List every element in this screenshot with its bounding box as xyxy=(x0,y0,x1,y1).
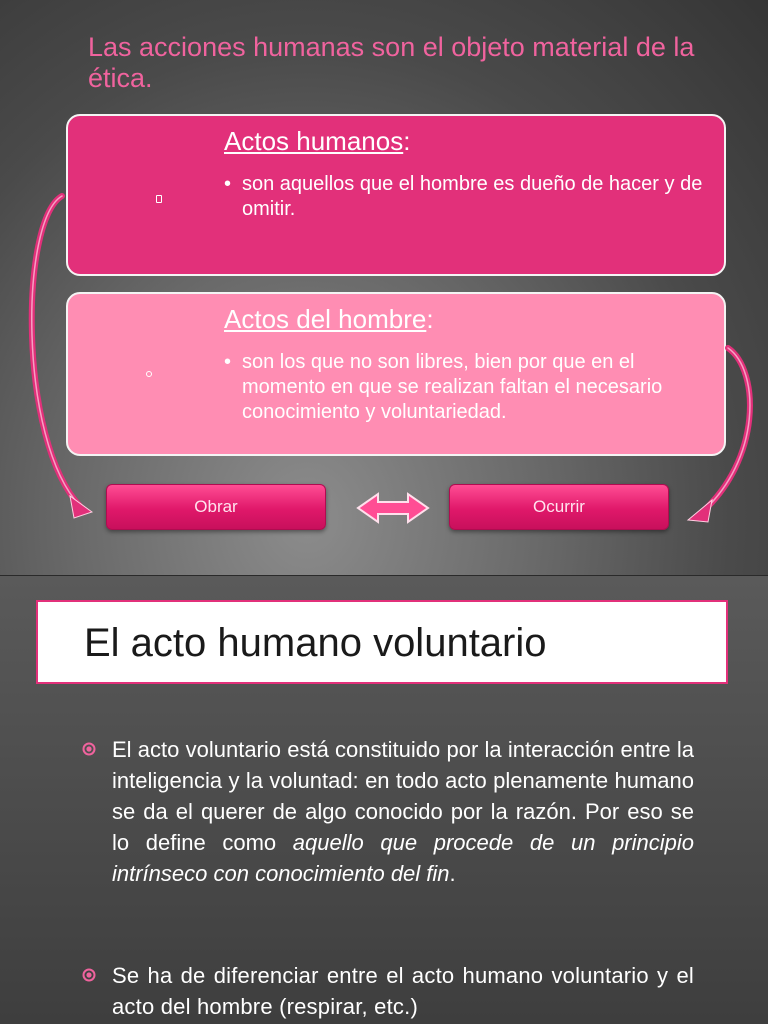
sentence-end: . xyxy=(449,861,456,886)
bullet-dot: • xyxy=(224,173,232,195)
actos-humanos-definition: son aquellos que el hombre es dueño de hacer y de omitir. xyxy=(242,173,703,220)
actos-del-hombre-box xyxy=(66,292,726,456)
slide-2 xyxy=(0,576,768,1024)
heading-colon: : xyxy=(426,304,434,334)
actos-del-hombre-bullet xyxy=(224,350,714,425)
double-arrow-icon xyxy=(358,494,428,522)
bullet-diferenciar-text: Se ha de diferenciar entre el acto humano voluntario y el acto del hombre (respirar, etc.) xyxy=(112,963,694,1019)
bullet-acto-voluntario-body: El acto voluntario está constituido por la interacción entre la inteligencia y la voluntad: en todo acto plenamente humano se da el querer de algo conocido por la razón. Por eso se lo define como xyxy=(112,737,694,855)
actos-humanos-box xyxy=(66,114,726,276)
actos-del-hombre-definition: son los que no son libres, bien por que en el momento en que se realizan faltan el necesario conocimiento y voluntariedad. xyxy=(242,351,663,423)
content-placeholder-icon xyxy=(146,371,152,377)
circle-dot-icon xyxy=(82,968,96,982)
slide-1-title: Las acciones humanas son el objeto material de la ética. xyxy=(88,32,695,93)
bullet-acto-voluntario xyxy=(82,734,694,889)
slide-2-title-box xyxy=(36,600,728,684)
circle-dot-icon xyxy=(82,742,96,756)
definition-italic: aquello que procede de un principio intrínseco con conocimiento del fin xyxy=(112,830,694,886)
actos-humanos-heading-text: Actos humanos xyxy=(224,126,404,156)
content-placeholder-icon xyxy=(156,195,162,203)
bullet-dot: • xyxy=(224,351,232,373)
actos-del-hombre-heading xyxy=(224,304,434,334)
actos-humanos-bullet xyxy=(224,172,714,222)
actos-humanos-heading xyxy=(224,126,410,156)
bullet-diferenciar xyxy=(82,960,694,1022)
ocurrir-button[interactable]: Ocurrir xyxy=(449,484,669,530)
actos-del-hombre-heading-text: Actos del hombre xyxy=(224,304,427,334)
slide-2-title: El acto humano voluntario xyxy=(84,621,547,665)
heading-colon: : xyxy=(403,126,411,156)
bullet-acto-voluntario-text xyxy=(82,734,694,889)
obrar-button[interactable]: Obrar xyxy=(106,484,326,530)
